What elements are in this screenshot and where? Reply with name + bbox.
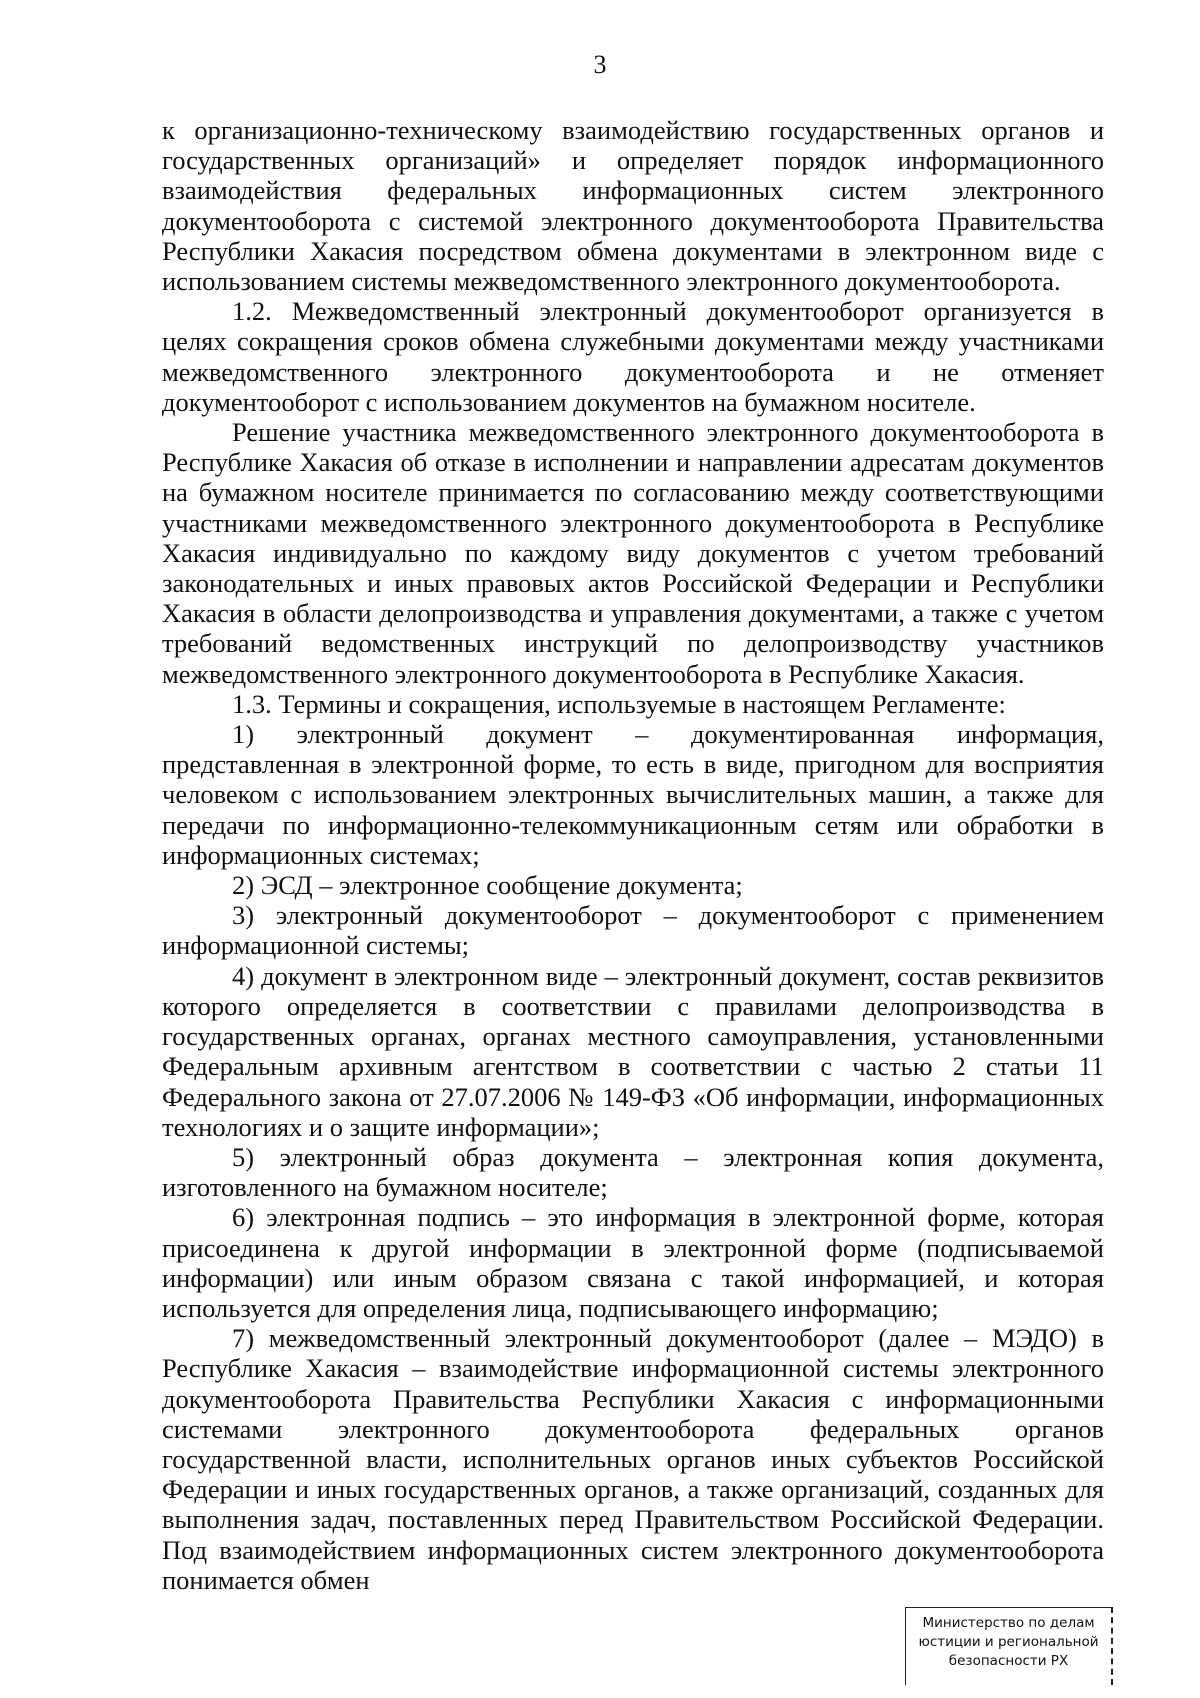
paragraph-1-2: 1.2. Межведомственный электронный документооборот организуется в целях сокращения сроков обмена служебными документами между участниками межведомственного электронного документооборота и не отменяет документооборот с использованием документов на бумажном носителе.	[162, 296, 1104, 417]
paragraph-decision: Решение участника межведомственного электронного документооборота в Республике Хакасия об отказе в исполнении и направлении адресатам документов на бумажном носителе принимается по согласованию между соответствующими участниками межведомственного электронного документооборота в Республике Хакасия индивидуально по каждому виду документов с учетом требований законодательных и иных правовых актов Российской Федерации и Республики Хакасия в области делопроизводства и управления документами, а также с учетом требований ведомственных инструкций по делопроизводству участников межведомственного электронного документооборота в Республике Хакасия.	[162, 417, 1104, 689]
term-electronic-document: 1) электронный документ – документированная информация, представленная в электронной форме, то есть в виде, пригодном для восприятия человеком с использованием электронных вычислительных машин, а также для передачи по информационно-телекоммуникационным сетям или обработки в информационных системах;	[162, 719, 1104, 870]
paragraph-intro-continuation: к организационно-техническому взаимодействию государственных органов и государственных организаций» и определяет порядок информационного взаимодействия федеральных информационных систем электронного документооборота с системой электронного документооборота Правительства Республики Хакасия посредством обмена документами в электронном виде с использованием системы межведомственного электронного документооборота.	[162, 115, 1104, 297]
ministry-stamp	[905, 1607, 1113, 1685]
document-body	[162, 115, 1104, 1595]
stamp-line: юстиции и региональной	[918, 1634, 1099, 1650]
term-document-electronic-form: 4) документ в электронном виде – электронный документ, состав реквизитов которого определяется в соответствии с правилами делопроизводства в государственных органах, органах местного самоуправления, установленными Федеральным архивным агентством в соответствии с частью 2 статьи 11 Федерального закона от 27.07.2006 № 149-ФЗ «Об информации, информационных технологиях и о защите информации»;	[162, 960, 1104, 1142]
term-electronic-signature: 6) электронная подпись – это информация в электронной форме, которая присоединена к другой информации в электронной форме (подписываемой информации) или иным образом связана с такой информацией, и которая используется для определения лица, подписывающего информацию;	[162, 1202, 1104, 1323]
term-esd: 2) ЭСД – электронное сообщение документа;	[232, 870, 743, 901]
paragraph-1-3: 1.3. Термины и сокращения, используемые в настоящем Регламенте:	[232, 688, 1006, 719]
page-number: 3	[593, 50, 607, 79]
term-electronic-image: 5) электронный образ документа – электронная копия документа, изготовленного на бумажном носителе;	[162, 1141, 1104, 1203]
stamp-line: безопасности РХ	[948, 1653, 1069, 1669]
stamp-line: Министерство по делам	[922, 1615, 1095, 1631]
term-medo: 7) межведомственный электронный документооборот (далее – МЭДО) в Республике Хакасия – взаимодействие информационной системы электронного документооборота Правительства Республики Хакасия с информационными системами электронного документооборота федеральных органов государственной власти, исполнительных органов иных субъектов Российской Федерации и иных государственных органов, а также организаций, созданных для выполнения задач, поставленных перед Правительством Российской Федерации. Под взаимодействием информационных систем электронного документооборота понимается обмен	[162, 1323, 1104, 1595]
term-electronic-workflow: 3) электронный документооборот – документооборот с применением информационной системы;	[162, 900, 1104, 961]
